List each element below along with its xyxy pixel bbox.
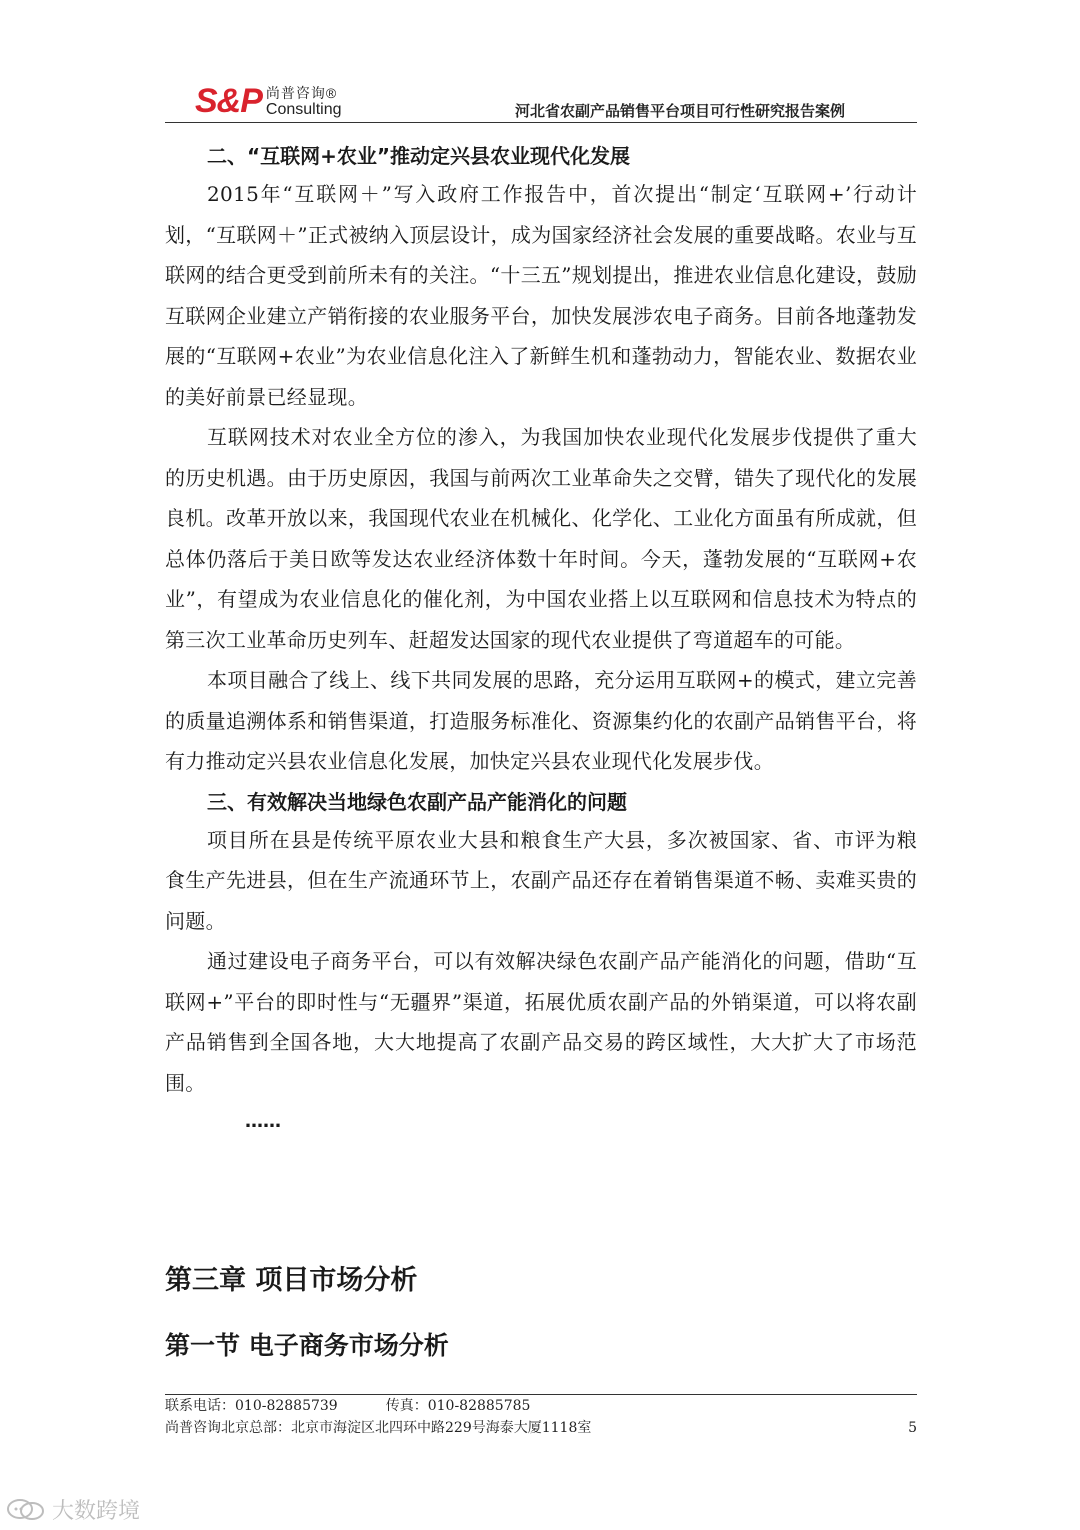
footer-fax: 传真：010-82885785 bbox=[385, 1398, 531, 1414]
report-title: 河北省农副产品销售平台项目可行性研究报告案例 bbox=[514, 102, 845, 120]
watermark bbox=[6, 1494, 140, 1525]
footer-phone: 联系电话：010-82885739 bbox=[165, 1398, 338, 1414]
chat-bubble-icon bbox=[6, 1498, 46, 1522]
section-heading-3: 三、有效解决当地绿色农副产品产能消化的问题 bbox=[207, 789, 627, 814]
paragraph: 项目所在县是传统平原农业大县和粮食生产大县，多次被国家、省、市评为粮食生产先进县，但在生产流通环节上，农副产品还存在着销售渠道不畅、卖难买贵的问题。 bbox=[165, 827, 917, 933]
section-heading-2: 二、“互联网+农业”推动定兴县农业现代化发展 bbox=[207, 144, 631, 168]
section-title: 第一节 电子商务市场分析 bbox=[165, 1331, 449, 1360]
page-number: 5 bbox=[908, 1420, 917, 1436]
logo-chinese-name: 尚普咨询® bbox=[265, 85, 338, 101]
paragraph: 本项目融合了线上、线下共同发展的思路，充分运用互联网+的模式，建立完善的质量追溯体系和销售渠道，打造服务标准化、资源集约化的农副产品销售平台，将有力推动定兴县农业信息化发展，加快定兴县农业现代化发展步伐。 bbox=[165, 668, 917, 773]
paragraph: 互联网技术对农业全方位的渗入，为我国加快农业现代化发展步伐提供了重大的历史机遇。由于历史原因，我国与前两次工业革命失之交臂，错失了现代化的发展良机。改革开放以来，我国现代农业在机械化、化学化、工业化方面虽有所成就，但总体仍落后于美日欧等发达农业经济体数十年时间。今天，蓬勃发展的“互联网+农业”，有望成为农业信息化的催化剂，为中国农业搭上以互联网和信息技术为特点的第三次工业革命历史列车、赶超发达国家的现代农业提供了弯道超车的可能。 bbox=[165, 425, 917, 652]
watermark-text: 大数跨境 bbox=[52, 1499, 141, 1524]
chapter-title: 第三章 项目市场分析 bbox=[165, 1265, 418, 1296]
company-logo bbox=[195, 78, 342, 118]
header-divider bbox=[165, 122, 917, 123]
paragraph: 通过建设电子商务平台，可以有效解决绿色农副产品产能消化的问题，借助“互联网+”平台的即时性与“无疆界”渠道，拓展优质农副产品的外销渠道，可以将农副产品销售到全国各地，大大地提高了农副产品交易的跨区域性，大大扩大了市场范围。 bbox=[165, 949, 917, 1095]
ellipsis: …… bbox=[245, 1111, 281, 1132]
logo-english-name: Consulting bbox=[265, 101, 342, 118]
page-footer bbox=[165, 1394, 917, 1439]
page-content bbox=[165, 138, 917, 1145]
logo-mark: S&P bbox=[195, 82, 262, 120]
paragraph: 2015年“互联网＋”写入政府工作报告中，首次提出“制定‘互联网+’行动计划，“互联网＋”正式被纳入顶层设计，成为国家经济社会发展的重要战略。农业与互联网的结合更受到前所未有的关注。“十三五”规划提出，推进农业信息化建设，鼓励互联网企业建立产销衔接的农业服务平台，加快发展涉农电子商务。目前各地蓬勃发展的“互联网+农业”为农业信息化注入了新鲜生机和蓬勃动力，智能农业、数据农业的美好前景已经显现。 bbox=[165, 182, 917, 409]
footer-address: 尚普咨询北京总部：北京市海淀区北四环中路229号海泰大厦1118室 bbox=[165, 1420, 592, 1436]
page-header bbox=[165, 72, 917, 124]
